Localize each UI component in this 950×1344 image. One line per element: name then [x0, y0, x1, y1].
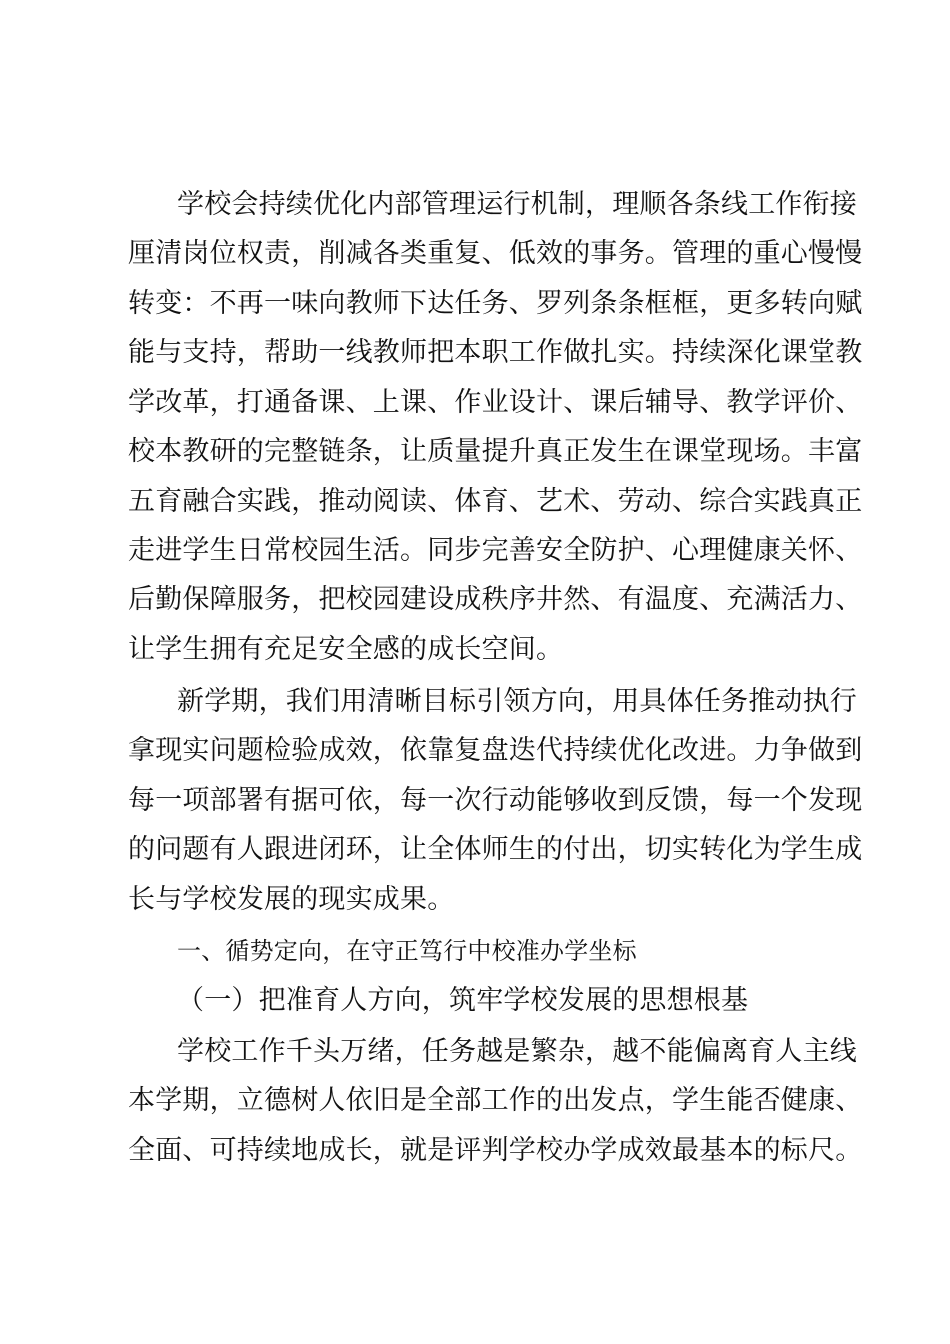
paragraph-1-line-1: 学校会持续优化内部管理运行机制，理顺各条线工作衔接 [177, 189, 857, 220]
section-heading: 一、循势定向，在守正笃行中校准办学坐标 [177, 937, 637, 965]
paragraph-1-line-6: 校本教研的完整链条，让质量提升真正发生在课堂现场。丰富 [128, 436, 863, 467]
paragraph-2-line-1: 新学期，我们用清晰目标引领方向，用具体任务推动执行 [177, 686, 857, 717]
paragraph-2-line-5: 长与学校发展的现实成果。 [128, 884, 455, 915]
paragraph-1-line-8: 走进学生日常校园生活。同步完善安全防护、心理健康关怀、 [128, 535, 863, 566]
paragraph-1-line-3: 转变：不再一味向教师下达任务、罗列条条框框，更多转向赋 [128, 288, 863, 319]
paragraph-1-line-2: 厘清岗位权责，削减各类重复、低效的事务。管理的重心慢慢 [128, 238, 863, 269]
paragraph-1-line-5: 学改革，打通备课、上课、作业设计、课后辅导、教学评价、 [128, 387, 863, 418]
subsection-heading: （一）把准育人方向，筑牢学校发展的思想根基 [177, 985, 749, 1016]
paragraph-2-line-2: 拿现实问题检验成效，依靠复盘迭代持续优化改进。力争做到 [128, 735, 863, 766]
paragraph-3-line-1: 学校工作千头万绪，任务越是繁杂，越不能偏离育人主线 [177, 1036, 857, 1067]
paragraph-2-line-3: 每一项部署有据可依，每一次行动能够收到反馈，每一个发现 [128, 785, 863, 816]
paragraph-1-line-9: 后勤保障服务，把校园建设成秩序井然、有温度、充满活力、 [128, 584, 863, 615]
paragraph-1-line-10: 让学生拥有充足安全感的成长空间。 [128, 634, 564, 665]
paragraph-1-line-4: 能与支持，帮助一线教师把本职工作做扎实。持续深化课堂教 [128, 337, 863, 368]
paragraph-2-line-4: 的问题有人跟进闭环，让全体师生的付出，切实转化为学生成 [128, 834, 863, 865]
paragraph-1-line-7: 五育融合实践，推动阅读、体育、艺术、劳动、综合实践真正 [128, 486, 863, 517]
paragraph-3-line-2: 本学期，立德树人依旧是全部工作的出发点，学生能否健康、 [128, 1085, 863, 1116]
paragraph-3-line-3: 全面、可持续地成长，就是评判学校办学成效最基本的标尺。 [128, 1135, 863, 1166]
